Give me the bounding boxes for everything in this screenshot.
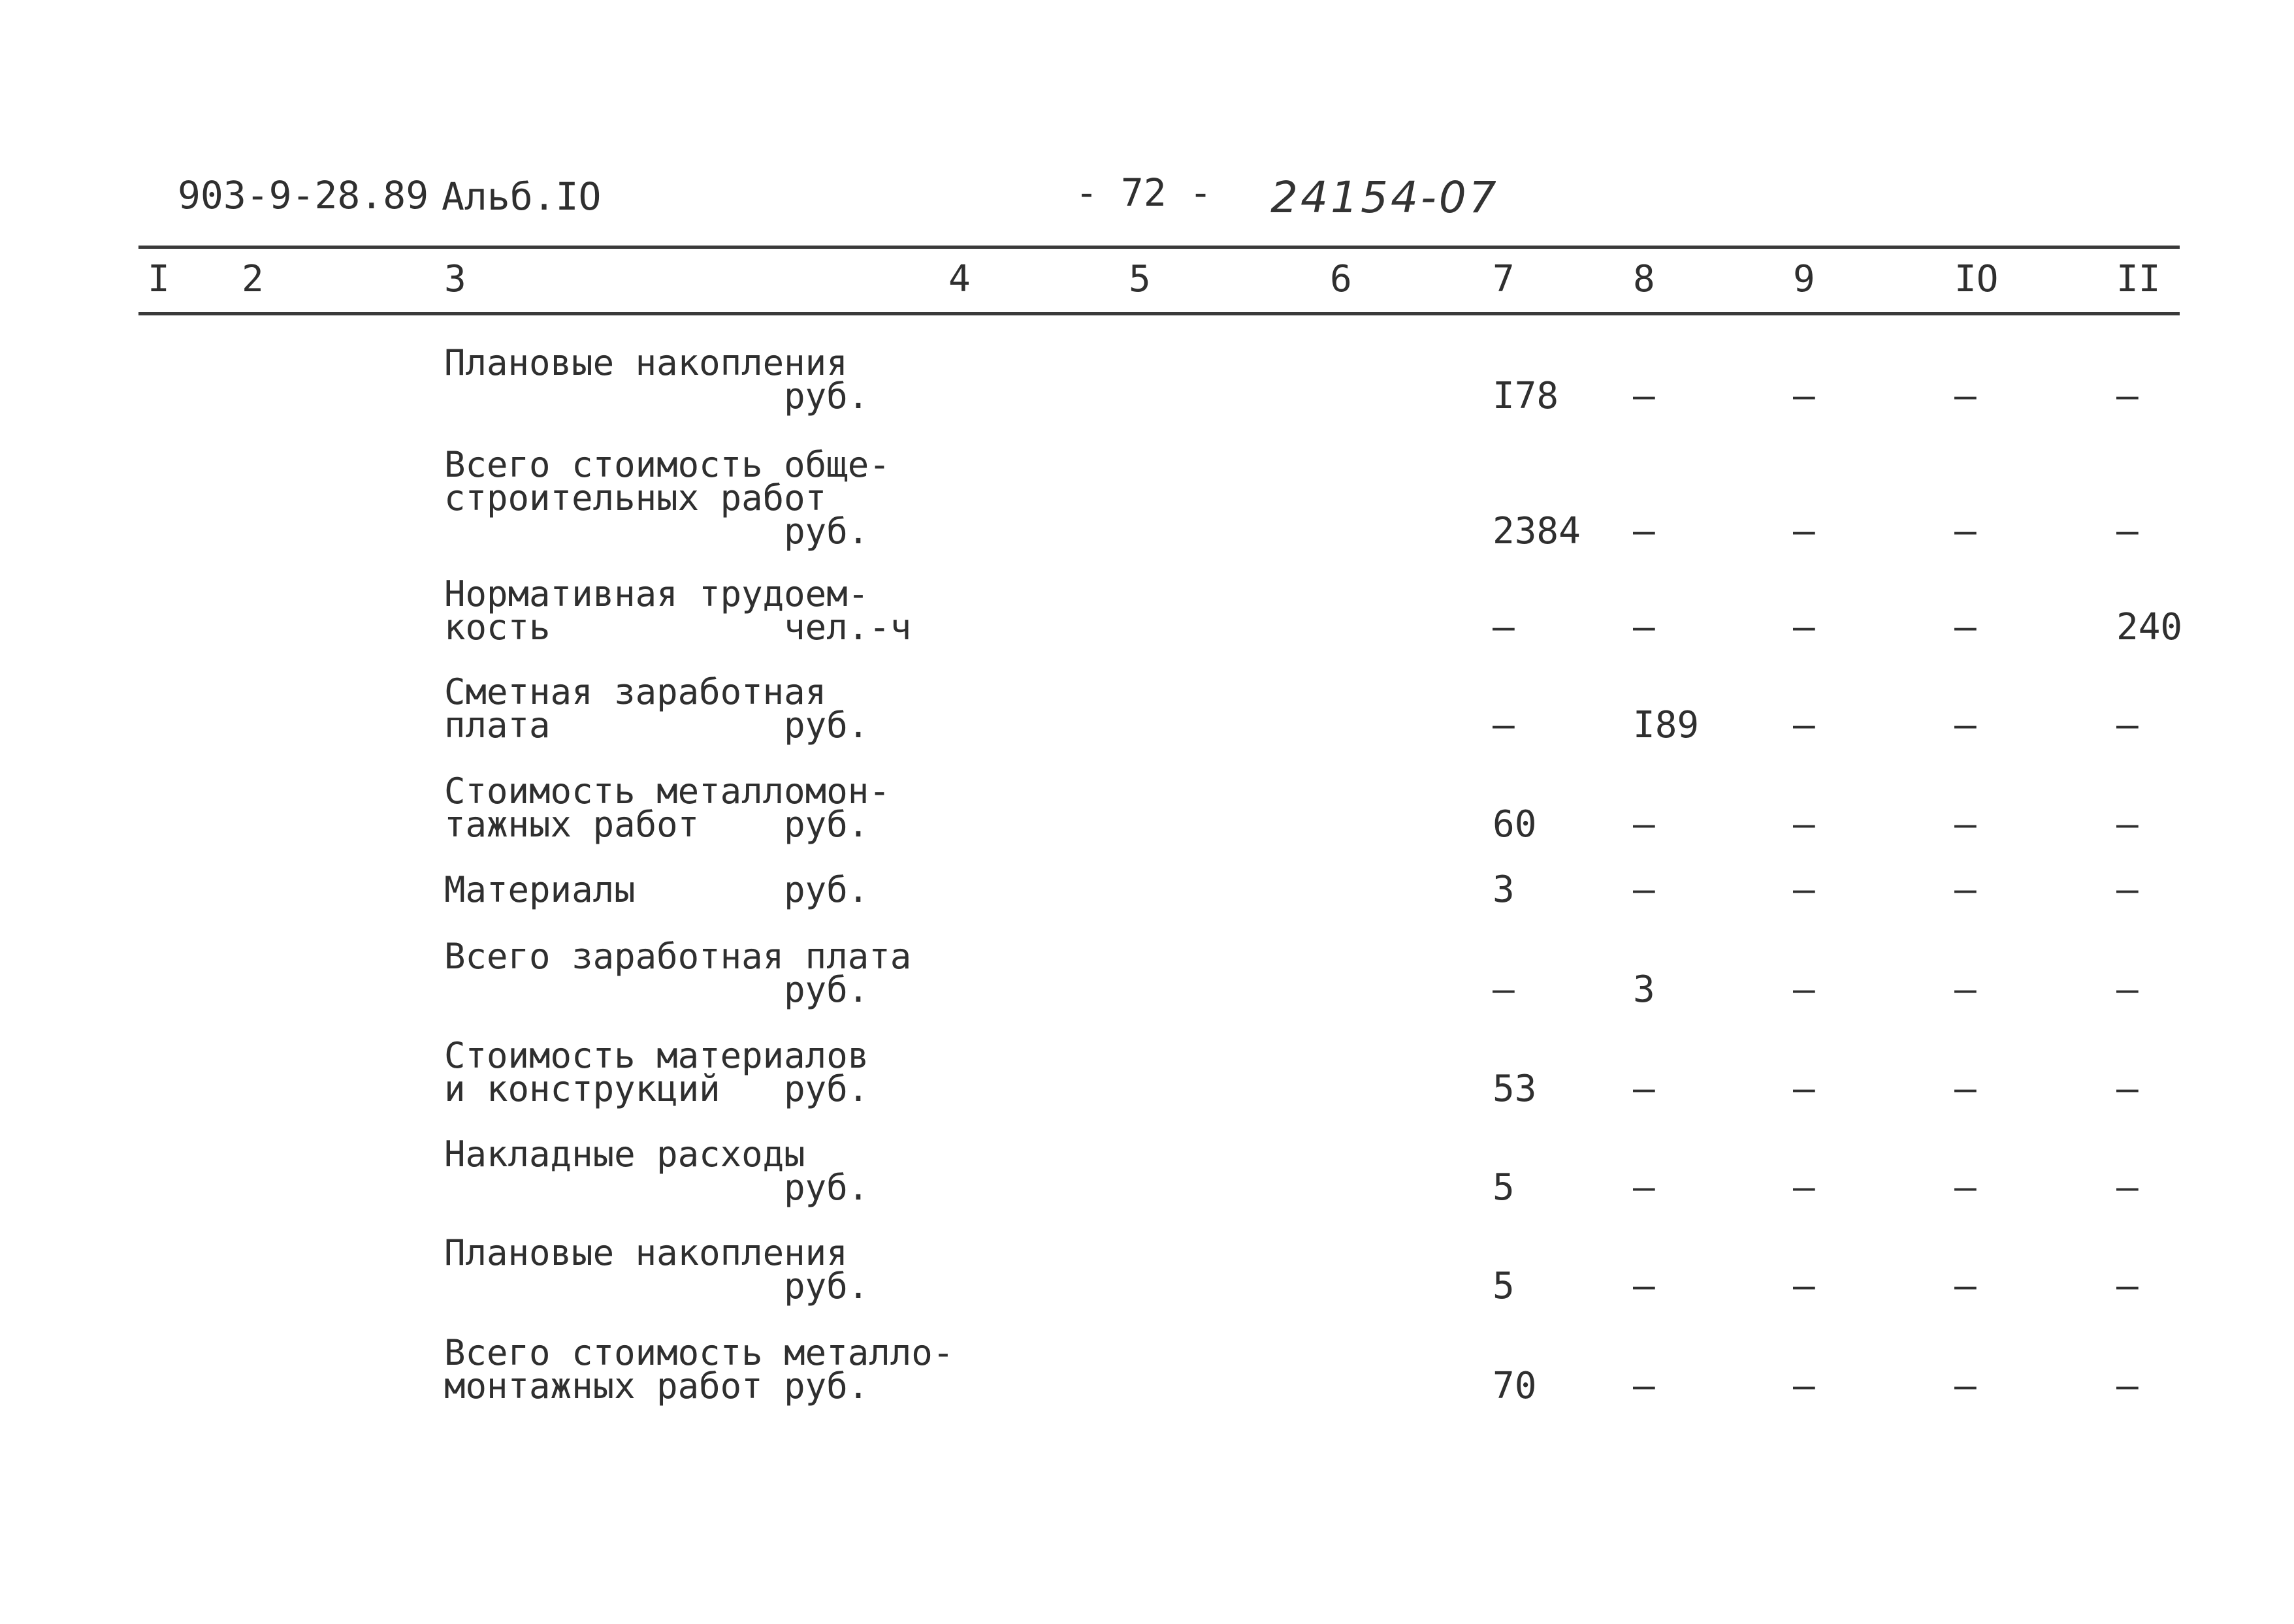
cell-c8: – bbox=[1633, 1068, 1655, 1110]
cell-c7: 3 bbox=[1493, 868, 1515, 911]
row-label-line: Сметная заработная bbox=[444, 671, 827, 712]
column-number: 2 bbox=[242, 258, 264, 300]
cell-c11: – bbox=[2116, 868, 2139, 911]
row-label-line: Накладные расходы bbox=[444, 1134, 805, 1175]
cell-c11: 240 bbox=[2116, 606, 2183, 648]
row-label-line: строительных работ bbox=[444, 477, 827, 518]
table-top-rule bbox=[138, 246, 2180, 249]
cell-c11: – bbox=[2116, 704, 2139, 746]
column-number: I bbox=[148, 258, 170, 300]
cell-c10: – bbox=[1954, 1068, 1977, 1110]
album-number: Альб.IO bbox=[442, 174, 602, 219]
row-label-line: монтажных работ руб. bbox=[444, 1365, 869, 1407]
cell-c8: – bbox=[1633, 803, 1655, 846]
cell-c10: – bbox=[1954, 1265, 1977, 1307]
cell-c8: – bbox=[1633, 1265, 1655, 1307]
cell-c7: 60 bbox=[1493, 803, 1537, 846]
cell-c8: – bbox=[1633, 375, 1655, 417]
row-label-line: Всего стоимость обще- bbox=[444, 444, 890, 485]
row-label-line: Плановые накопления bbox=[444, 342, 848, 383]
column-number: 5 bbox=[1129, 258, 1151, 300]
row-label-line: Плановые накопления bbox=[444, 1232, 848, 1273]
cell-c7: – bbox=[1493, 606, 1515, 648]
column-number: 9 bbox=[1793, 258, 1815, 300]
cell-c9: – bbox=[1793, 968, 1815, 1011]
cell-c8: 3 bbox=[1633, 968, 1655, 1011]
cell-c10: – bbox=[1954, 704, 1977, 746]
row-label-line: руб. bbox=[444, 1266, 869, 1307]
cell-c7: I78 bbox=[1493, 375, 1559, 417]
cell-c11: – bbox=[2116, 968, 2139, 1011]
cell-c8: – bbox=[1633, 1365, 1655, 1407]
row-label-line: и конструкций руб. bbox=[444, 1068, 869, 1109]
cell-c9: – bbox=[1793, 1365, 1815, 1407]
cell-c10: – bbox=[1954, 1166, 1977, 1209]
cell-c7: 2384 bbox=[1493, 510, 1581, 552]
column-number: 4 bbox=[948, 258, 971, 300]
cell-c11: – bbox=[2116, 803, 2139, 846]
column-number: 3 bbox=[444, 258, 466, 300]
cell-c11: – bbox=[2116, 375, 2139, 417]
row-label-line: руб. bbox=[444, 969, 869, 1010]
cell-c11: – bbox=[2116, 1068, 2139, 1110]
row-label-line: Материалы руб. bbox=[444, 869, 869, 910]
row-label-line: Стоимость металломон- bbox=[444, 771, 890, 812]
cell-c7: 5 bbox=[1493, 1265, 1515, 1307]
row-label-line: Всего стоимость металло- bbox=[444, 1332, 954, 1373]
cell-c9: – bbox=[1793, 510, 1815, 552]
page-number: - 72 - bbox=[1075, 170, 1212, 215]
cell-c11: – bbox=[2116, 510, 2139, 552]
row-label-line: Нормативная трудоем- bbox=[444, 573, 869, 614]
row-label-line: Всего заработная плата bbox=[444, 936, 912, 977]
cell-c10: – bbox=[1954, 868, 1977, 911]
row-label-line: кость чел.-ч bbox=[444, 607, 912, 648]
cell-c7: 70 bbox=[1493, 1365, 1537, 1407]
cell-c10: – bbox=[1954, 968, 1977, 1011]
cell-c10: – bbox=[1954, 606, 1977, 648]
cell-c7: 53 bbox=[1493, 1068, 1537, 1110]
column-number: 8 bbox=[1633, 258, 1655, 300]
cell-c9: – bbox=[1793, 1166, 1815, 1209]
table-header-rule bbox=[138, 312, 2180, 315]
cell-c8: – bbox=[1633, 1166, 1655, 1209]
cell-c10: – bbox=[1954, 375, 1977, 417]
cell-c10: – bbox=[1954, 803, 1977, 846]
row-label-line: руб. bbox=[444, 511, 869, 552]
row-label-line: руб. bbox=[444, 1167, 869, 1208]
row-label-line: тажных работ руб. bbox=[444, 804, 869, 845]
cell-c11: – bbox=[2116, 1365, 2139, 1407]
cell-c9: – bbox=[1793, 1068, 1815, 1110]
column-number: IO bbox=[1954, 258, 1999, 300]
row-label-line: плата руб. bbox=[444, 705, 869, 746]
cell-c11: – bbox=[2116, 1166, 2139, 1209]
cell-c11: – bbox=[2116, 1265, 2139, 1307]
cell-c10: – bbox=[1954, 1365, 1977, 1407]
cell-c8: I89 bbox=[1633, 704, 1700, 746]
column-number: 7 bbox=[1493, 258, 1515, 300]
cell-c7: 5 bbox=[1493, 1166, 1515, 1209]
cell-c8: – bbox=[1633, 510, 1655, 552]
cell-c9: – bbox=[1793, 375, 1815, 417]
cell-c7: – bbox=[1493, 704, 1515, 746]
cell-c8: – bbox=[1633, 606, 1655, 648]
cell-c9: – bbox=[1793, 1265, 1815, 1307]
cell-c10: – bbox=[1954, 510, 1977, 552]
column-number: II bbox=[2116, 258, 2161, 300]
cell-c9: – bbox=[1793, 868, 1815, 911]
cell-c9: – bbox=[1793, 606, 1815, 648]
handwritten-inventory-number: 24154-07 bbox=[1270, 172, 1499, 223]
document-code: 903-9-28.89 bbox=[178, 173, 429, 217]
cell-c8: – bbox=[1633, 868, 1655, 911]
row-label-line: Стоимость материалов bbox=[444, 1035, 869, 1076]
column-number: 6 bbox=[1330, 258, 1352, 300]
row-label-line: руб. bbox=[444, 375, 869, 417]
cell-c9: – bbox=[1793, 704, 1815, 746]
cell-c9: – bbox=[1793, 803, 1815, 846]
cell-c7: – bbox=[1493, 968, 1515, 1011]
